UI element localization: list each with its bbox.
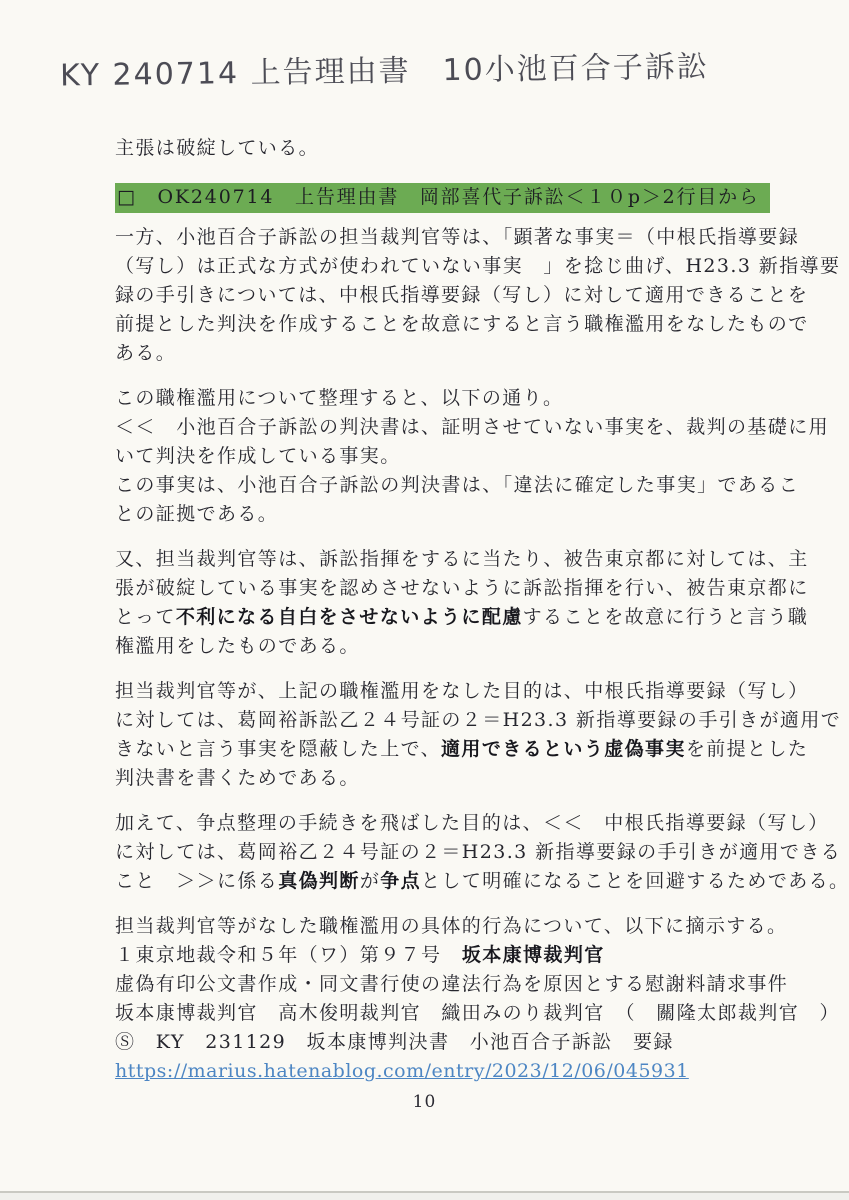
body-line (115, 500, 801, 529)
body-line (115, 867, 849, 896)
body-text: ＜＜ 小池百合子訴訟の判決書は、証明させていない事実を、裁判の基礎に用 (115, 416, 830, 438)
body-line (115, 223, 801, 252)
body-text: とって (115, 606, 176, 628)
body-line (115, 310, 809, 339)
body-text: ある。 (115, 342, 177, 364)
body-text: 坂本康博裁判官 高木俊明裁判官 織田みのり裁判官 （ 關隆太郎裁判官 ） (115, 1002, 840, 1024)
body-line (115, 413, 830, 442)
emphasis-text: 真偽判断 (278, 870, 360, 892)
body-text: この事実は、小池百合子訴訟の判決書は、「違法に確定した事実」であるこ (115, 474, 800, 496)
paragraph (115, 677, 842, 793)
highlighted-heading-row (115, 183, 801, 212)
body-text: との証拠である。 (115, 503, 279, 525)
body-text: きないと言う事実を隠蔽した上で、 (115, 738, 442, 760)
body-text: 虚偽有印公文書作成・同文書行使の違法行為を原因とする慰謝料請求事件 (115, 973, 789, 995)
body-line (115, 1028, 801, 1057)
emphasis-text: 争点 (380, 870, 422, 892)
body-line (115, 764, 801, 793)
body-text: いて判決を作成している事実。 (115, 445, 401, 467)
body-text: として明確になることを回避するためである。 (421, 870, 849, 892)
paragraph (115, 545, 809, 661)
body-text: が (359, 870, 381, 892)
emphasis-text: 適用できるという虚偽事実 (441, 738, 686, 760)
body-line (115, 471, 801, 500)
paragraphs-container (115, 223, 849, 1057)
body-text: することを故意に行うと言う職 (522, 606, 809, 628)
body-line (115, 941, 801, 970)
emphasis-text: 不利になる自白をさせないように配慮 (175, 606, 523, 628)
footer-link[interactable]: https://marius.hatenablog.com/entry/2023/12/06/045931 (115, 1060, 689, 1082)
body-line (115, 706, 842, 735)
body-text: 張が破綻している事実を認めさせないように訴訟指揮を行い、被告東京都に (115, 577, 809, 599)
body-line (115, 677, 809, 706)
body-line (115, 339, 801, 368)
page-number: 10 (412, 1092, 437, 1112)
body-line (115, 252, 841, 281)
body-text: 録の手引きについては、中根氏指導要録（写し）に対して適用できることを (115, 284, 809, 306)
handwritten-header: KY 240714 上告理由書 10小池百合子訴訟 (59, 49, 709, 94)
body-line (115, 838, 842, 867)
intro-line: 主張は破綻している。 (115, 137, 320, 159)
body-line (115, 545, 809, 574)
body-line (115, 442, 801, 471)
body-text: １東京地裁令和５年（ワ）第９７号 (115, 944, 462, 966)
paragraph (115, 384, 830, 529)
body-text: を前提とした (685, 738, 809, 760)
body-line (115, 912, 801, 941)
body-text: 権濫用をしたものである。 (115, 635, 360, 657)
body-text: 判決書を書くためである。 (115, 767, 360, 789)
body-text: に対しては、葛岡裕訴訟乙２４号証の２＝H23.3 新指導要録の手引きが適用で (115, 709, 842, 731)
paragraph (115, 912, 840, 1057)
highlighted-heading-text: □ OK240714 上告理由書 岡部喜代子訴訟＜１０p＞2行目から (115, 183, 770, 213)
paragraph (115, 809, 849, 896)
body-line (115, 970, 801, 999)
body-text: こと ＞＞に係る (115, 870, 279, 892)
body-text: 加えて、争点整理の手続きを飛ばした目的は、＜＜ 中根氏指導要録（写し） (115, 812, 829, 834)
body-line (115, 999, 840, 1028)
body-text: 担当裁判官等がなした職権濫用の具体的行為について、以下に摘示する。 (115, 915, 788, 937)
body-line (115, 574, 809, 603)
body-text: 担当裁判官等が、上記の職権濫用をなした目的は、中根氏指導要録（写し） (115, 680, 809, 702)
body-line (115, 384, 801, 413)
body-text: この職権濫用について整理すると、以下の通り。 (115, 387, 564, 409)
body-text: （写し）は正式な方式が使われていない事実 」を捻じ曲げ、H23.3 新指導要 (115, 255, 841, 277)
body-line (115, 809, 829, 838)
body-line (115, 281, 809, 310)
body-line (115, 632, 801, 661)
emphasis-text: 坂本康博裁判官 (461, 944, 605, 966)
body-text: 前提とした判決を作成することを故意にすると言う職権濫用をなしたもので (115, 313, 809, 335)
body-text: Ⓢ KY 231129 坂本康博判決書 小池百合子訴訟 要録 (115, 1031, 674, 1053)
body-text: 一方、小池百合子訴訟の担当裁判官等は、「顕著な事実＝（中根氏指導要録 (115, 226, 800, 248)
paragraph (115, 223, 841, 368)
body-line (115, 735, 809, 764)
document-body (115, 134, 849, 1086)
body-line (115, 603, 809, 632)
scan-bottom-edge (0, 1191, 849, 1200)
body-text: 又、担当裁判官等は、訴訟指揮をするに当たり、被告東京都に対しては、主 (115, 548, 809, 570)
body-text: に対しては、葛岡裕乙２４号証の２＝H23.3 新指導要録の手引きが適用できる (115, 841, 842, 863)
